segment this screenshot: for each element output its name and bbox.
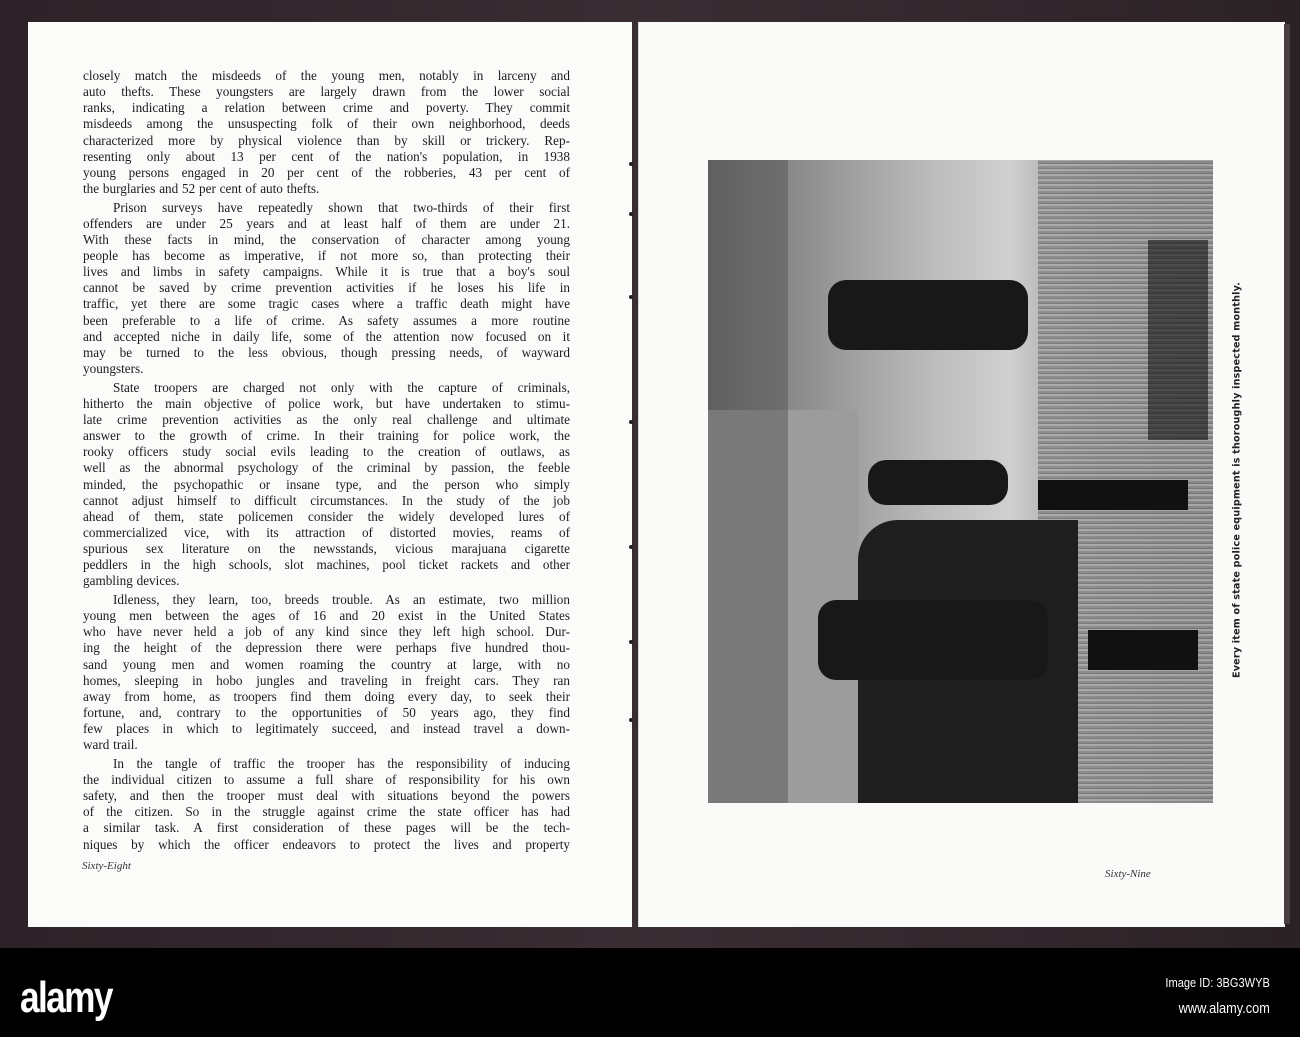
page-number-right: Sixty-Nine: [1105, 868, 1151, 880]
text-line: cannot be saved by crime prevention activities if he loses his life in: [83, 280, 570, 296]
text-line: young men between the ages of 16 and 20 exist in the United States: [83, 608, 570, 624]
text-line: fortune, and, contrary to the opportunities of 50 years ago, they find: [83, 704, 570, 720]
text-line: misdeeds among the unsuspecting folk of their own neighborhood, deeds: [83, 116, 570, 132]
paragraph: [83, 756, 570, 853]
text-line: niques by which the officer endeavors to protect the lives and property: [83, 836, 570, 852]
paragraph: [83, 592, 570, 753]
text-line: the individual citizen to assume a full share of responsibility for his own: [83, 772, 570, 788]
text-line: well as the abnormal psychology of the criminal by passion, the feeble: [83, 460, 570, 476]
photo-trooper: [818, 600, 1048, 680]
text-line: may be turned to the less obvious, though pressing needs, of wayward: [83, 344, 570, 360]
text-line: In the tangle of traffic the trooper has the responsibility of inducing: [113, 755, 570, 771]
text-line: the burglaries and 52 per cent of auto thefts.: [83, 180, 320, 196]
text-line: characterized more by physical violence than by skill or trickery. Rep-: [83, 132, 570, 148]
paragraph: [83, 380, 570, 590]
alamy-logo: alamy: [20, 973, 112, 1022]
binding-hole: [629, 162, 633, 166]
text-line: rooky officers study social evils leading to the creation of outlaws, as: [83, 444, 570, 460]
text-line: safety, and then the trooper must deal with situations beyond the powers: [83, 788, 570, 804]
text-line: closely match the misdeeds of the young men, notably in larceny and: [83, 68, 570, 83]
text-line: ahead of them, state policemen consider the widely developed lures of: [83, 508, 570, 524]
watermark-band: [0, 948, 1300, 1037]
paragraph: [83, 68, 570, 197]
binding-hole: [629, 545, 633, 549]
text-line: minded, the psychopathic or insane type, and the person who simply: [83, 476, 570, 492]
text-line: answer to the growth of crime. In their training for police work, the: [83, 428, 570, 444]
text-line: people has become as imperative, if not more so, than protecting their: [83, 248, 570, 264]
photo-gun-rack: [1088, 630, 1198, 670]
watermark-url: www.alamy.com: [1178, 1000, 1270, 1017]
text-line: ing the height of the depression there were perhaps five hundred thou-: [83, 640, 570, 656]
binding-hole: [629, 295, 633, 299]
text-line: who have never held a job of any kind since they left high school. Dur-: [83, 624, 570, 640]
text-line: lives and limbs in safety campaigns. While it is true that a boy's soul: [83, 264, 570, 280]
paragraph: [83, 200, 570, 378]
photo-gun-rack: [1148, 240, 1208, 440]
text-line: hitherto the main objective of police work, but have undertaken to stimu-: [83, 395, 570, 411]
text-line: commercialized vice, with its attraction of distorted movies, reams of: [83, 524, 570, 540]
text-line: been preferable to a life of crime. As safety assumes a more routine: [83, 312, 570, 328]
photo-trooper: [828, 280, 1028, 350]
text-line: a similar task. A first consideration of these pages will be the tech-: [83, 820, 570, 836]
text-line: few places in which to legitimately succeed, and instead travel a down-: [83, 721, 570, 737]
text-line: late crime prevention activities as the only real challenge and ultimate: [83, 411, 570, 427]
image-info: [1166, 970, 1270, 1022]
body-text: [83, 68, 570, 855]
text-line: youngsters.: [83, 361, 144, 377]
binding-edge: [1284, 24, 1290, 924]
text-line: traffic, yet there are some tragic cases where a traffic death might have: [83, 296, 570, 312]
text-line: sand young men and women roaming the country at large, with no: [83, 656, 570, 672]
text-line: young persons engaged in 20 per cent of the robberies, 43 per cent of: [83, 164, 570, 180]
image-id: Image ID: 3BG3WYB: [1165, 975, 1270, 990]
text-line: ranks, indicating a relation between crime and poverty. They commit: [83, 100, 570, 116]
text-line: auto thefts. These youngsters are largely drawn from the lower social: [83, 84, 570, 100]
text-line: peddlers in the high schools, slot machines, pool ticket rackets and other: [83, 557, 570, 573]
binding-hole: [629, 640, 633, 644]
text-line: offenders are under 25 years and at least half of them are under 21.: [83, 215, 570, 231]
binding-hole: [629, 420, 633, 424]
text-line: homes, sleeping in hobo jungles and traveling in freight cars. They ran: [83, 672, 570, 688]
text-line: With these facts in mind, the conservation of character among young: [83, 231, 570, 247]
photo-sky-shadow: [708, 160, 788, 803]
text-line: cannot adjust himself to difficult circumstances. In the study of the job: [83, 492, 570, 508]
text-line: Prison surveys have repeatedly shown that two-thirds of their first: [113, 199, 570, 215]
text-line: away from home, as troopers find them doing every day, to seek their: [83, 688, 570, 704]
text-line: resenting only about 13 per cent of the nation's population, in 1938: [83, 148, 570, 164]
text-line: ward trail.: [83, 737, 138, 753]
binding-hole: [629, 718, 633, 722]
text-line: gambling devices.: [83, 573, 180, 589]
photo-gun-rack: [1038, 480, 1188, 510]
text-line: of the citizen. So in the struggle against crime the state officer has had: [83, 804, 570, 820]
text-line: State troopers are charged not only with the capture of criminals,: [113, 379, 570, 395]
photo-trooper: [868, 460, 1008, 505]
text-line: Idleness, they learn, too, breeds trouble. As an estimate, two million: [113, 592, 570, 607]
binding-hole: [629, 212, 633, 216]
text-line: spurious sex literature on the newsstands, vicious marajuana cigarette: [83, 541, 570, 557]
photo-caption: Every item of state police equipment is thoroughly inspected monthly.: [1231, 281, 1243, 679]
page-number-left: Sixty-Eight: [82, 860, 131, 872]
troopers-equipment-photo: [708, 160, 1213, 803]
text-line: and accepted niche in daily life, some of the attention now focused on it: [83, 328, 570, 344]
